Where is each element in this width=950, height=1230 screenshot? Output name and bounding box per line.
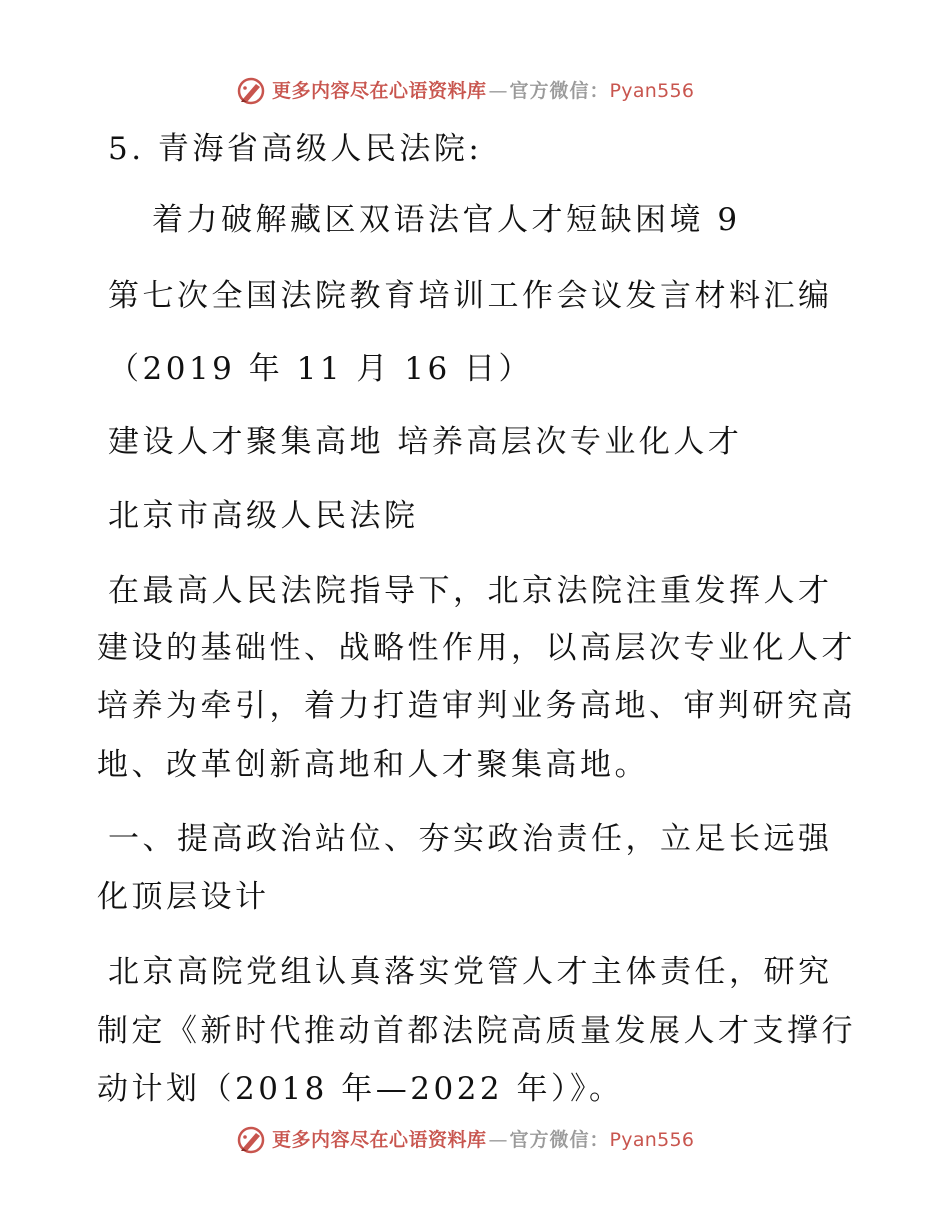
pen-logo-icon [236, 76, 266, 106]
compilation-date: （2019 年 11 月 16 日） [108, 351, 534, 387]
watermark-dash: — [488, 80, 508, 102]
paragraph-line: 地、改革创新高地和人才聚集高地。 [97, 747, 649, 783]
footer-watermark [236, 1125, 694, 1155]
watermark-label: 官方微信： [509, 1129, 610, 1151]
paragraph-line: 建设的基础性、战略性作用，以高层次专业化人才 [97, 630, 856, 666]
paragraph-line: 动计划（2018 年—2022 年）》。 [97, 1071, 624, 1107]
toc-entry: 5. 青海省高级人民法院: [108, 131, 483, 167]
paragraph-line: 在最高人民法院指导下，北京法院注重发挥人才 [108, 573, 833, 609]
header-watermark [236, 76, 694, 106]
section-heading: 一、提高政治站位、夯实政治责任，立足长远强 [108, 821, 833, 857]
paragraph-line: 培养为牵引，着力打造审判业务高地、审判研究高 [97, 688, 856, 724]
watermark-text: 更多内容尽在心语资料库 [272, 1129, 487, 1151]
article-author: 北京市高级人民法院 [108, 498, 419, 534]
compilation-title: 第七次全国法院教育培训工作会议发言材料汇编 [108, 278, 833, 314]
paragraph-line: 北京高院党组认真落实党管人才主体责任，研究 [108, 954, 833, 990]
watermark-label: 官方微信： [509, 80, 610, 102]
watermark-text: 更多内容尽在心语资料库 [272, 80, 487, 102]
section-heading: 化顶层设计 [97, 879, 270, 915]
toc-subentry: 着力破解藏区双语法官人才短缺困境 9 [152, 202, 741, 238]
paragraph-line: 制定《新时代推动首都法院高质量发展人才支撑行 [97, 1013, 856, 1049]
article-title: 建设人才聚集高地 培养高层次专业化人才 [108, 424, 743, 460]
watermark-wechat-id: Pyan556 [609, 80, 695, 102]
pen-logo-icon [236, 1125, 266, 1155]
watermark-dash: — [488, 1129, 508, 1151]
watermark-wechat-id: Pyan556 [609, 1129, 695, 1151]
